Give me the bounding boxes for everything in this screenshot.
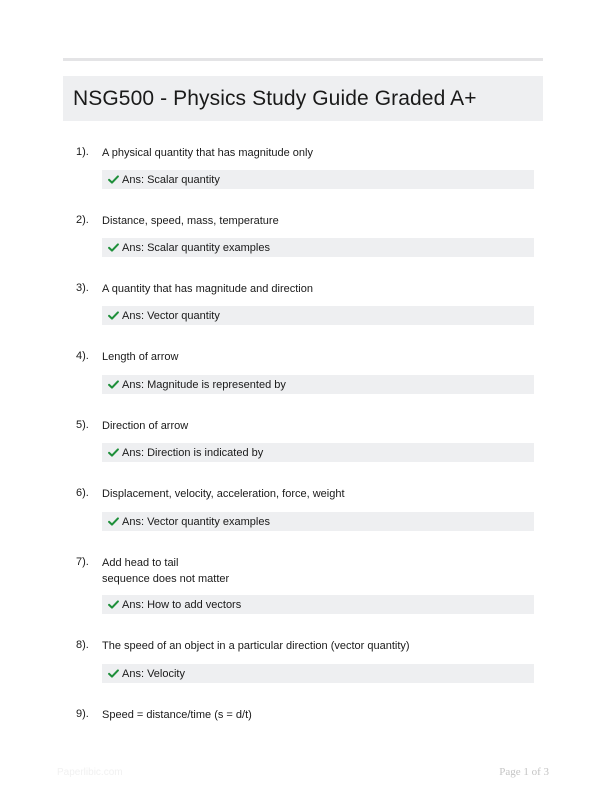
answer-text: Ans: Scalar quantity	[122, 173, 220, 186]
answer-text: Ans: Velocity	[122, 667, 185, 680]
answer-text: Ans: Vector quantity examples	[122, 515, 270, 528]
question-number: 3).	[76, 282, 89, 294]
question-text: Speed = distance/time (s = d/t)	[102, 709, 252, 721]
question-text: A quantity that has magnitude and direction	[102, 283, 313, 295]
question-text: A physical quantity that has magnitude only	[102, 147, 313, 159]
question-text: Length of arrow	[102, 351, 179, 363]
checkmark-icon	[108, 599, 119, 610]
answer-box	[102, 306, 534, 325]
checkmark-icon	[108, 310, 119, 321]
title-bar	[63, 76, 543, 121]
question-number: 6).	[76, 487, 89, 499]
page-indicator: Page 1 of 3	[499, 766, 549, 778]
answer-box	[102, 443, 534, 462]
question-number: 5).	[76, 419, 89, 431]
answer-text: Ans: How to add vectors	[122, 598, 242, 611]
question-text: Direction of arrow	[102, 420, 189, 432]
question-number: 7).	[76, 556, 89, 568]
answer-text: Ans: Magnitude is represented by	[122, 378, 286, 391]
answer-box	[102, 595, 534, 614]
answer-box	[102, 238, 534, 257]
checkmark-icon	[108, 379, 119, 390]
answer-box	[102, 512, 534, 531]
checkmark-icon	[108, 668, 119, 679]
document-title: NSG500 - Physics Study Guide Graded A+	[73, 86, 477, 110]
checkmark-icon	[108, 242, 119, 253]
question-text: Displacement, velocity, acceleration, force, weight	[102, 488, 345, 500]
question-number: 9).	[76, 708, 89, 720]
answer-box	[102, 375, 534, 394]
question-text: The speed of an object in a particular direction (vector quantity)	[102, 640, 410, 652]
checkmark-icon	[108, 516, 119, 527]
question-number: 4).	[76, 350, 89, 362]
answer-box	[102, 170, 534, 189]
checkmark-icon	[108, 447, 119, 458]
answer-text: Ans: Scalar quantity examples	[122, 241, 270, 254]
answer-box	[102, 664, 534, 683]
question-number: 2).	[76, 214, 89, 226]
answer-text: Ans: Direction is indicated by	[122, 446, 264, 459]
question-number: 8).	[76, 639, 89, 651]
answer-text: Ans: Vector quantity	[122, 309, 220, 322]
checkmark-icon	[108, 174, 119, 185]
question-text: Add head to tail sequence does not matter	[102, 557, 230, 585]
footer-watermark: Paperlibic.com	[57, 767, 123, 778]
question-text: Distance, speed, mass, temperature	[102, 215, 279, 227]
top-divider	[63, 58, 543, 61]
question-number: 1).	[76, 146, 89, 158]
